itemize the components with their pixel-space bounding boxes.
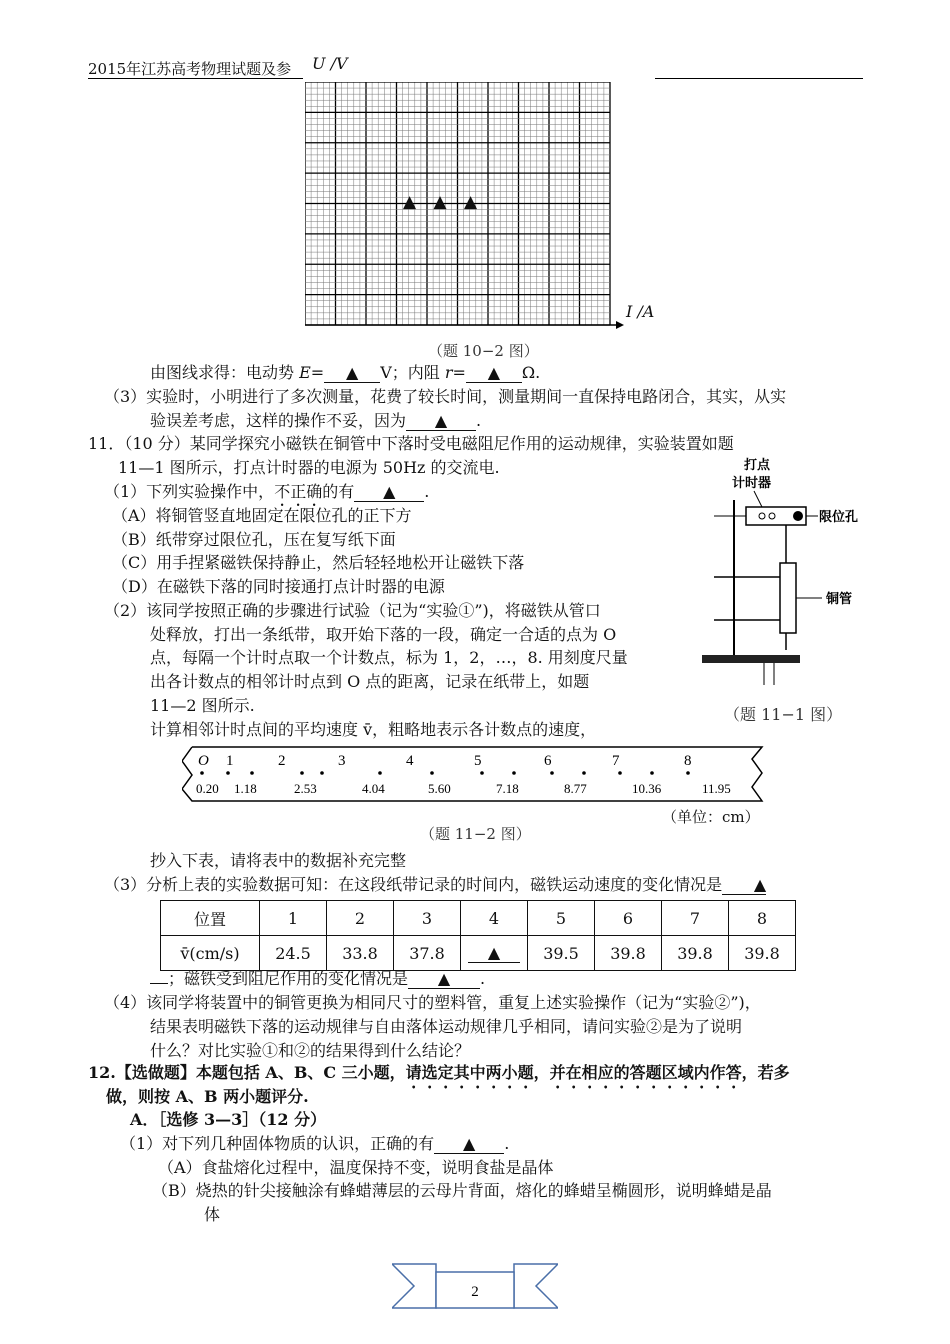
tape-dot: [686, 771, 690, 775]
q11-intro-line1: 11．（10 分）某同学探究小磁铁在铜管中下落时受电磁阻尼作用的运动规律，实验装置如题: [88, 434, 734, 453]
table-cell: 7: [662, 901, 729, 936]
resistance-blank[interactable]: ▲: [466, 363, 522, 383]
table-cell: 39.5: [528, 936, 595, 971]
q11-speed-change-blank[interactable]: ▲: [722, 875, 766, 895]
q10-p3-line2: 验误差考虑，这样的操作不妥，因为 ▲ .: [150, 411, 482, 430]
y-axis-label: U /V: [312, 54, 348, 73]
tape-distance-label: 7.18: [496, 781, 519, 796]
tape-dot: [550, 771, 554, 775]
tape-dot: [378, 771, 382, 775]
q11-p1-blank[interactable]: ▲: [354, 482, 424, 502]
tape-point-label: 7: [612, 753, 620, 769]
tape-dot: [200, 771, 204, 775]
q11-option-c: （C）用手捏紧磁铁保持静止，然后轻轻地松开让磁铁下落: [112, 553, 525, 572]
tube-label: 铜管: [826, 591, 853, 606]
table-cell: 39.8: [662, 936, 729, 971]
q11-p4-line1: （4）该同学将装置中的铜管更换为相同尺寸的塑料管，重复上述实验操作（记为“实验②”)，: [104, 993, 761, 1012]
table-cell: 37.8: [394, 936, 461, 971]
tape-dot: [320, 771, 324, 775]
tape-distance-label: 11.95: [702, 781, 731, 796]
q12-option-a: （A）食盐熔化过程中，温度保持不变，说明食盐是晶体: [158, 1158, 554, 1177]
q12-p1-blank[interactable]: ▲: [434, 1134, 504, 1154]
q11-p2-line5: 11—2 图所示.: [150, 696, 255, 715]
table-cell: 3: [394, 901, 461, 936]
table-header-speed: v̄(cm/s): [161, 936, 260, 971]
tape-dot: [582, 771, 586, 775]
tape-point-label: 3: [338, 753, 346, 769]
header-rule-left: [88, 78, 303, 79]
paper-tape: [182, 745, 772, 803]
q11-p2-line4: 出各计数点的相邻计时点到 O 点的距离，记录在纸带上，如题: [150, 672, 590, 691]
tape-distance-label: 2.53: [294, 781, 317, 796]
q10-reason-blank[interactable]: ▲: [406, 411, 476, 431]
tape-caption: （题 11−2 图）: [420, 825, 531, 843]
apparatus-figure: [694, 455, 874, 695]
page-number-ribbon: [392, 1262, 558, 1312]
apparatus-caption: （题 11−1 图）: [724, 705, 843, 724]
table-header-position: 位置: [161, 901, 260, 936]
table-cell: 33.8: [327, 936, 394, 971]
table-cell: 24.5: [260, 936, 327, 971]
tape-dot: [618, 771, 622, 775]
q12-p1: （1）对下列几种固体物质的认识，正确的有 ▲ .: [120, 1134, 510, 1153]
tape-dot: [300, 771, 304, 775]
q11-p2-line2: 处释放，打出一条纸带，取开始下落的一段，确定一合适的点为 O: [150, 625, 617, 644]
header-title: 2015年江苏高考物理试题及参: [88, 60, 292, 78]
tape-dot: [512, 771, 516, 775]
hole-label: 限位孔: [819, 509, 859, 524]
table-cell: 1: [260, 901, 327, 936]
q11-option-b: （B）纸带穿过限位孔，压在复写纸下面: [112, 530, 396, 549]
q12-line1: 12.【选做题】本题包括 A、B、C 三小题，请选定其中两小题，并在相应的答题区域内作答，若多: [88, 1063, 790, 1082]
tape-dot: [650, 771, 654, 775]
table-cell: 5: [528, 901, 595, 936]
tape-point-label: 4: [406, 753, 414, 769]
emf-blank[interactable]: ▲: [324, 363, 380, 383]
q10-p3-line1: （3）实验时，小明进行了多次测量，花费了较长时间，测量期间一直保持电路闭合，其实，从实: [104, 387, 787, 406]
tape-point-label: 2: [278, 753, 286, 769]
table-cell: 8: [729, 901, 796, 936]
x-axis-label: I /A: [626, 302, 655, 321]
tape-point-label: 6: [544, 753, 552, 769]
tape-point-label: 8: [684, 753, 692, 769]
tape-distance-label: 8.77: [564, 781, 587, 796]
q11-p1: （1）下列实验操作中，不正确的有 ▲ .: [104, 482, 430, 501]
tape-dot: [250, 771, 254, 775]
q12-option-b-cont: 体: [204, 1205, 221, 1224]
graph-caption: （题 10−2 图）: [428, 342, 539, 360]
tape-distance-label: 0.20: [196, 781, 219, 796]
graph-markers: ▲ ▲ ▲: [403, 192, 484, 212]
q12-line2: 做，则按 A、B 两小题评分.: [106, 1087, 309, 1106]
table-cell: 39.8: [729, 936, 796, 971]
q11-p2-line3: 点，每隔一个计时点取一个计数点，标为 1，2，…，8. 用刻度尺量: [150, 648, 628, 667]
q11-option-d: （D）在磁铁下落的同时接通打点计时器的电源: [112, 577, 445, 596]
tape-distance-label: 5.60: [428, 781, 451, 796]
q11-intro-line2: 11—1 图所示，打点计时器的电源为 50Hz 的交流电.: [118, 458, 500, 477]
tape-point-label: 1: [226, 753, 234, 769]
tape-point-label: O: [198, 753, 209, 769]
tape-distance-label: 10.36: [632, 781, 662, 796]
table-cell: 6: [595, 901, 662, 936]
tape-dot: [480, 771, 484, 775]
q11-p3-line2: ；磁铁受到阻尼作用的变化情况是 ▲ .: [150, 966, 485, 989]
tape-distance-label: 4.04: [362, 781, 385, 796]
table-cell-blank[interactable]: ▲: [461, 936, 528, 971]
q12-section: A．［选修 3—3］（12 分）: [130, 1110, 327, 1129]
tape-distance-label: 1.18: [234, 781, 257, 796]
q11-p2-line1: （2）该同学按照正确的步骤进行试验（记为“实验①”)，将磁铁从管口: [104, 601, 601, 620]
tape-dot: [430, 771, 434, 775]
table-cell: 39.8: [595, 936, 662, 971]
q11-p4-line3: 什么？对比实验①和②的结果得到什么结论？: [150, 1041, 471, 1060]
tape-unit: （单位：cm）: [662, 808, 760, 826]
tape-dot: [226, 771, 230, 775]
q11-p2-copy: 抄入下表，请将表中的数据补充完整: [150, 851, 407, 870]
q11-p3-line1: （3）分析上表的实验数据可知：在这段纸带记录的时间内，磁铁运动速度的变化情况是 ▲: [104, 875, 767, 894]
table-row-position: [161, 901, 796, 936]
timer-label-2: 计时器: [732, 475, 772, 490]
page-number: 2: [471, 1284, 479, 1300]
header-rule-right: [655, 78, 863, 79]
q11-option-a: （A）将铜管竖直地固定在限位孔的正下方: [112, 506, 412, 525]
timer-label-1: 打点: [744, 457, 771, 472]
speed-table: [160, 900, 796, 971]
q11-p4-line2: 结果表明磁铁下落的运动规律与自由落体运动规律几乎相同，请问实验②是为了说明: [150, 1017, 743, 1036]
table-cell: 4: [461, 901, 528, 936]
q12-option-b: （B）烧热的针尖接触涂有蜂蜡薄层的云母片背面，熔化的蜂蜡呈椭圆形，说明蜂蜡是晶: [152, 1181, 772, 1200]
q10-result-line: 由图线求得：电动势 E= ▲ V；内阻 r= ▲ Ω.: [150, 363, 541, 382]
q11-damping-change-blank[interactable]: ▲: [408, 969, 480, 989]
tape-point-label: 5: [474, 753, 482, 769]
table-cell: 2: [327, 901, 394, 936]
q11-p2-calc: 计算相邻计时点间的平均速度 v̄，粗略地表示各计数点的速度，: [150, 720, 597, 739]
